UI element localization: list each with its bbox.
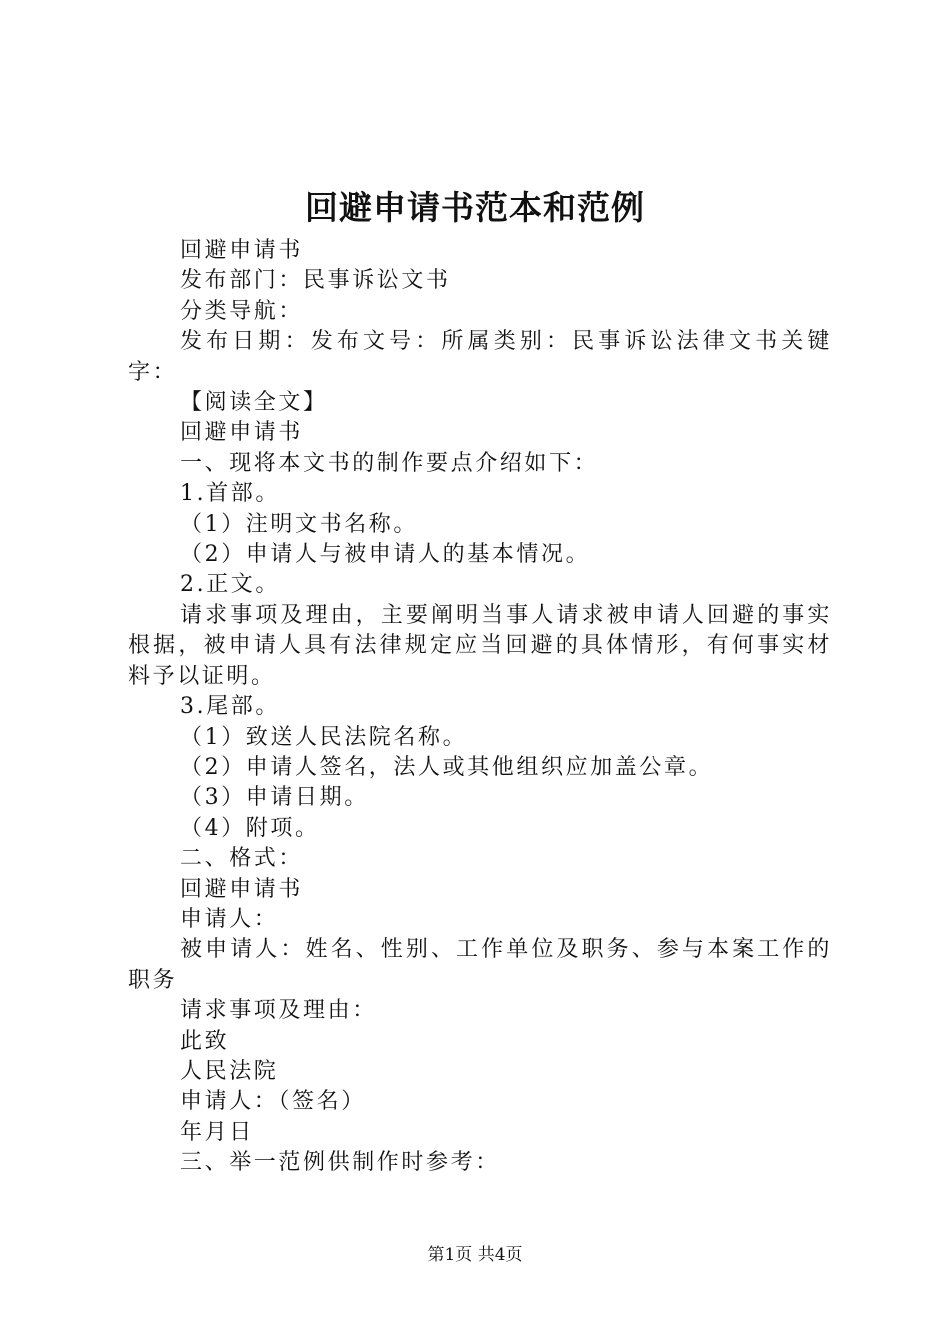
paragraph: （1）致送人民法院名称。 — [180, 724, 468, 750]
paragraph: 回避申请书 — [180, 238, 304, 263]
paragraph: 申请人：（签名） — [180, 1089, 366, 1115]
paragraph: （4）附项。 — [180, 815, 320, 841]
paragraph: 发布部门：民事诉讼文书 — [180, 268, 451, 294]
paragraph: （2）申请人与被申请人的基本情况。 — [180, 542, 591, 568]
paragraph: 人民法院 — [180, 1058, 279, 1084]
paragraph: （2）申请人签名，法人或其他组织应加盖公章。 — [180, 754, 714, 780]
paragraph: 一、现将本文书的制作要点介绍如下： — [180, 450, 599, 476]
paragraph: 2.正文。 — [180, 572, 280, 598]
paragraph: 此致 — [180, 1028, 230, 1054]
page-footer: 第1页 共4页 — [427, 1245, 523, 1265]
paragraph: （1）注明文书名称。 — [180, 511, 418, 537]
paragraph: 回避申请书 — [180, 420, 304, 446]
paragraph: 申请人： — [180, 906, 279, 932]
paragraph: （3）申请日期。 — [180, 785, 369, 811]
paragraph: 二、格式： — [180, 846, 304, 872]
document-title: 回避申请书范本和范例 — [305, 188, 645, 227]
paragraph: 被申请人：姓名、性别、工作单位及职务、参与本案工作的职务 — [128, 937, 832, 993]
paragraph: 请求事项及理由，主要阐明当事人请求被申请人回避的事实根据，被申请人具有法律规定应当回避的具体情形，有何事实材料予以证明。 — [128, 602, 832, 689]
paragraph: 【阅读全文】 — [180, 390, 328, 416]
paragraph: 年月日 — [180, 1119, 254, 1145]
paragraph: 三、举一范例供制作时参考： — [180, 1150, 500, 1176]
paragraph: 请求事项及理由： — [180, 998, 377, 1024]
paragraph: 分类导航： — [180, 298, 304, 324]
paragraph: 1.首部。 — [180, 481, 280, 507]
paragraph: 回避申请书 — [180, 876, 304, 902]
paragraph: 3.尾部。 — [180, 694, 280, 720]
document-body — [128, 236, 832, 1179]
paragraph: 发布日期：发布文号：所属类别：民事诉讼法律文书关键字： — [128, 329, 832, 385]
